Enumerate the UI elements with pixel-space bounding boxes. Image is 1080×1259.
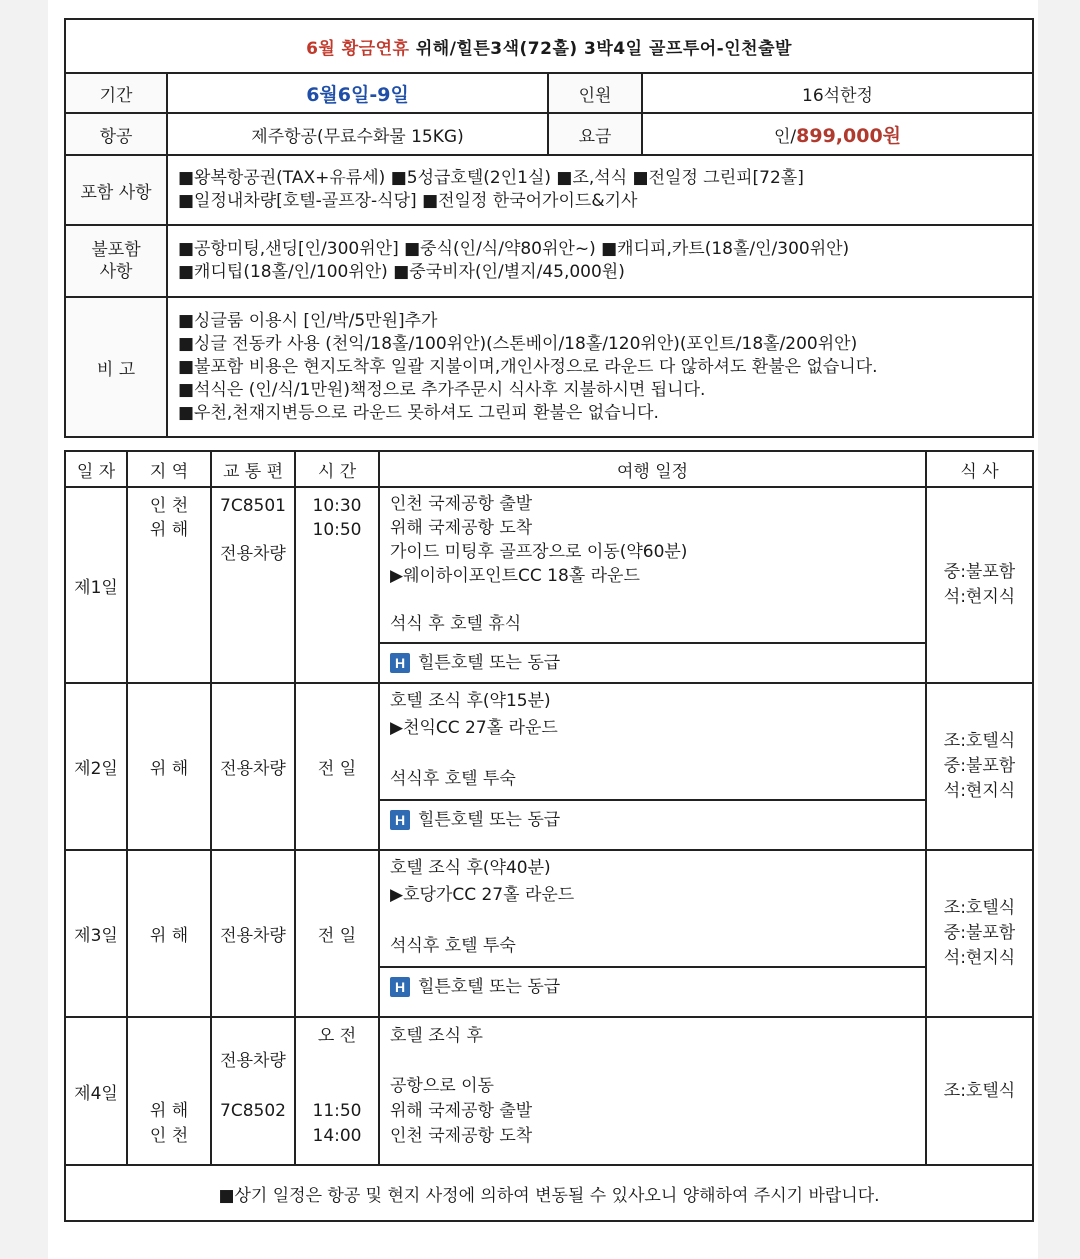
time: 오 전	[317, 1026, 357, 1046]
schedule-line: 호텔 조식 후	[390, 1026, 483, 1046]
period-label: 기간	[65, 73, 167, 113]
schedule-line: 위해 국제공항 도착	[390, 518, 533, 538]
meal: 석:현지식	[943, 587, 1016, 607]
meal: 조:호텔식	[943, 898, 1016, 918]
schedule-line: 인천 국제공항 도착	[390, 1126, 533, 1146]
schedule-line: 호텔 조식 후(약40분)	[390, 858, 551, 878]
region: 인 천	[149, 496, 189, 516]
included-label: 포함 사항	[65, 155, 167, 225]
air-value: 제주항공(무료수화물 15KG)	[167, 113, 548, 155]
transport-cell	[211, 850, 295, 1017]
day-row	[65, 683, 1033, 850]
included-line: ■왕복항공권(TAX+유류세) ■5성급호텔(2인1실) ■조,석식 ■전일정 그린피[72홀]	[178, 168, 804, 188]
header-schedule: 여행 일정	[379, 451, 926, 487]
remarks-label: 비 고	[65, 297, 167, 437]
region: 인 천	[149, 1126, 189, 1146]
tour-info-table	[64, 18, 1034, 438]
header-region: 지 역	[127, 451, 211, 487]
header-time: 시 간	[295, 451, 379, 487]
hotel-name: 힐튼호텔 또는 동급	[418, 810, 561, 830]
time: 10:30	[312, 496, 362, 516]
day-row	[65, 487, 1033, 683]
hotel-H-icon: H	[390, 977, 410, 997]
time-cell	[295, 1017, 379, 1165]
meal: 중:불포함	[943, 756, 1016, 776]
schedule-cell	[379, 1017, 926, 1165]
excluded-line: ■캐디팁(18홀/인/100위안) ■중국비자(인/별지/45,000원)	[178, 262, 625, 282]
hotel-name: 힐튼호텔 또는 동급	[418, 977, 561, 997]
fee-prefix: 인/	[773, 126, 797, 147]
transport-cell	[211, 1017, 295, 1165]
tour-title-text: 위해/힐튼3색(72홀) 3박4일 골프투어-인천출발	[409, 38, 792, 59]
people-label: 인원	[548, 73, 642, 113]
region-cell	[127, 487, 211, 683]
transport: 7C8501	[220, 496, 286, 516]
meal: 조:호텔식	[943, 731, 1016, 751]
schedule-line: 인천 국제공항 출발	[390, 494, 533, 514]
fee-label: 요금	[548, 113, 642, 155]
day-label: 제3일	[65, 850, 127, 1017]
schedule-line: 석식후 호텔 투숙	[390, 769, 516, 789]
region: 위 해	[149, 520, 189, 540]
region-cell	[127, 683, 211, 850]
air-label: 항공	[65, 113, 167, 155]
excluded-label-line: 불포함	[91, 240, 141, 260]
meal-cell	[926, 850, 1033, 1017]
schedule-line: 호텔 조식 후(약15분)	[390, 691, 551, 711]
itinerary-table	[64, 450, 1034, 1222]
included-list	[167, 155, 1033, 225]
day-row	[65, 1017, 1033, 1165]
day-label: 제2일	[65, 683, 127, 850]
time-cell	[295, 850, 379, 1017]
meal: 조:호텔식	[943, 1080, 1016, 1101]
time: 14:00	[312, 1126, 362, 1146]
time: 10:50	[312, 520, 362, 540]
region: 위 해	[149, 926, 189, 946]
hotel-line	[380, 801, 925, 839]
transport: 전용차량	[220, 926, 286, 946]
time-cell	[295, 683, 379, 850]
remark-line: ■싱글룸 이용시 [인/박/5만원]추가	[178, 310, 438, 331]
region-cell	[127, 1017, 211, 1165]
tour-title	[65, 19, 1033, 73]
included-line: ■일정내차량[호텔-골프장-식당] ■전일정 한국어가이드&기사	[178, 191, 638, 211]
hotel-H-icon: H	[390, 653, 410, 673]
transport: 전용차량	[220, 759, 286, 779]
header-transport: 교 통 편	[211, 451, 295, 487]
schedule-line: 석식 후 호텔 휴식	[390, 614, 522, 634]
people-value: 16석한정	[642, 73, 1033, 113]
excluded-line: ■공항미팅,샌딩[인/300위안] ■중식(인/식/약80위안~) ■캐디피,카트(18홀/인/300위안)	[178, 239, 850, 259]
day-row	[65, 850, 1033, 1017]
excluded-label	[65, 225, 167, 297]
fee-value-cell	[642, 113, 1033, 155]
schedule-line: ▶천익CC 27홀 라운드	[390, 718, 558, 738]
region-cell	[127, 850, 211, 1017]
period-value-cell	[167, 73, 548, 113]
schedule-line: 위해 국제공항 출발	[390, 1101, 533, 1121]
excluded-label-line: 사항	[99, 262, 133, 282]
tour-title-highlight: 6월 황금연휴	[306, 38, 410, 59]
hotel-line	[380, 644, 925, 682]
excluded-list	[167, 225, 1033, 297]
schedule-cell	[379, 683, 926, 850]
meal: 석:현지식	[943, 781, 1016, 801]
remark-line: ■싱글 전동카 사용 (천익/18홀/100위안)(스톤베이/18홀/120위안)(포인트/18홀/200위안)	[178, 333, 858, 354]
hotel-H-icon: H	[390, 810, 410, 830]
remark-line: ■우천,천재지변등으로 라운드 못하셔도 그린피 환불은 없습니다.	[178, 402, 659, 423]
period-value: 6월6일-9일	[306, 83, 409, 106]
meal-cell	[926, 487, 1033, 683]
fee-value: 899,000원	[796, 124, 902, 147]
schedule-line: 석식후 호텔 투숙	[390, 936, 516, 956]
schedule-line: 공항으로 이동	[390, 1076, 494, 1096]
time: 11:50	[312, 1101, 362, 1121]
remark-line: ■석식은 (인/식/1만원)책정으로 추가주문시 식사후 지불하시면 됩니다.	[178, 379, 706, 400]
header-meal: 식 사	[926, 451, 1033, 487]
remarks-list	[167, 297, 1033, 437]
meal: 중:불포함	[943, 562, 1016, 582]
footer-notice: ■상기 일정은 항공 및 현지 사정에 의하여 변동될 수 있사오니 양해하여 주시기 바랍니다.	[65, 1165, 1033, 1221]
region: 위 해	[149, 759, 189, 779]
meal: 중:불포함	[943, 923, 1016, 943]
day-label: 제4일	[65, 1017, 127, 1165]
transport: 전용차량	[220, 544, 286, 564]
header-day: 일 자	[65, 451, 127, 487]
transport-cell	[211, 683, 295, 850]
hotel-name: 힐튼호텔 또는 동급	[418, 653, 561, 673]
schedule-line: ▶호당가CC 27홀 라운드	[390, 885, 575, 905]
meal: 석:현지식	[943, 948, 1016, 968]
schedule-cell	[379, 850, 926, 1017]
schedule-line: ▶웨이하이포인트CC 18홀 라운드	[390, 566, 640, 586]
transport: 전용차량	[220, 1051, 286, 1071]
remark-line: ■불포함 비용은 현지도착후 일괄 지불이며,개인사정으로 라운드 다 않하셔도 환불은 없습니다.	[178, 356, 878, 377]
region: 위 해	[149, 1101, 189, 1121]
meal-cell	[926, 683, 1033, 850]
time-cell	[295, 487, 379, 683]
day-label: 제1일	[65, 487, 127, 683]
hotel-line	[380, 968, 925, 1006]
time: 전 일	[317, 926, 357, 946]
schedule-cell	[379, 487, 926, 683]
schedule-line: 가이드 미팅후 골프장으로 이동(약60분)	[390, 542, 688, 562]
transport: 7C8502	[220, 1101, 286, 1121]
time: 전 일	[317, 759, 357, 779]
meal-cell	[926, 1017, 1033, 1165]
transport-cell	[211, 487, 295, 683]
